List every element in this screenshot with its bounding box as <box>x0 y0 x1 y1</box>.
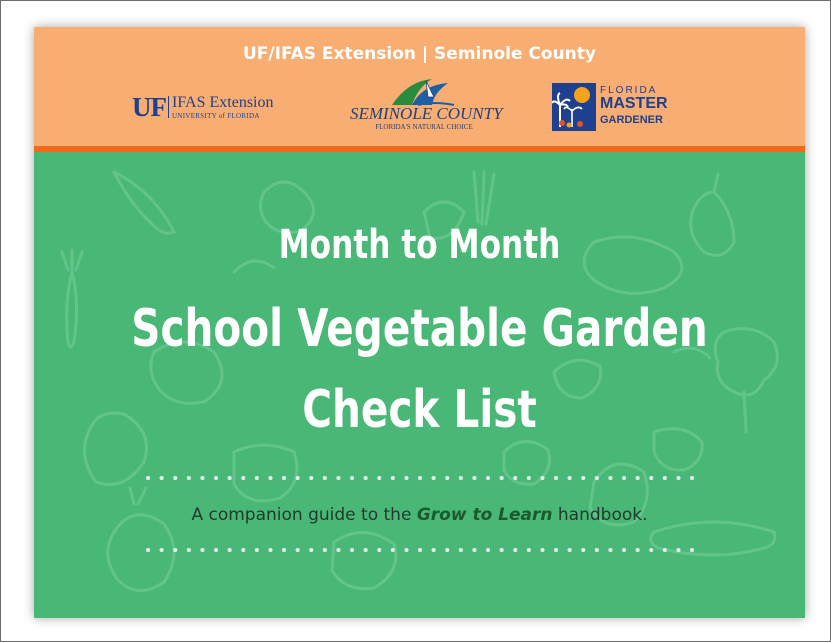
cover-body <box>34 152 805 618</box>
dotted-divider-bottom <box>34 545 805 555</box>
fmg-florida-text: FLORIDA <box>600 85 658 96</box>
title-line-2: School Vegetable Garden <box>131 299 708 359</box>
uf-divider <box>168 96 169 118</box>
cover-page <box>34 27 805 618</box>
seminole-logo-name: SEMINOLE COUNTY <box>350 104 503 123</box>
uf-ifas-logo <box>132 94 302 124</box>
title-line-1: Month to Month <box>278 222 561 268</box>
subtitle-handbook-name: Grow to Learn <box>416 505 553 525</box>
dotted-divider-top <box>34 473 805 483</box>
master-gardener-badge-icon <box>552 83 596 131</box>
florida-master-gardener-logo <box>552 83 672 131</box>
title-line-3: Check List <box>302 380 537 440</box>
header-banner <box>34 27 805 146</box>
subtitle-lead: A companion guide to the <box>191 505 417 525</box>
subtitle <box>34 505 805 525</box>
uf-logo-subtitle: UNIVERSITY of FLORIDA <box>172 112 260 120</box>
fmg-gardener-text: GARDENER <box>600 114 663 126</box>
header-title: UF/IFAS Extension | Seminole County <box>243 44 596 64</box>
uf-logo-name: IFAS Extension <box>172 94 274 111</box>
uf-mark: UF <box>132 92 166 122</box>
fmg-master-text: MASTER <box>600 95 668 112</box>
seminole-logo-tagline: FLORIDA'S NATURAL CHOICE <box>375 123 473 131</box>
subtitle-tail: handbook. <box>552 505 648 525</box>
seminole-county-logo <box>350 75 503 135</box>
